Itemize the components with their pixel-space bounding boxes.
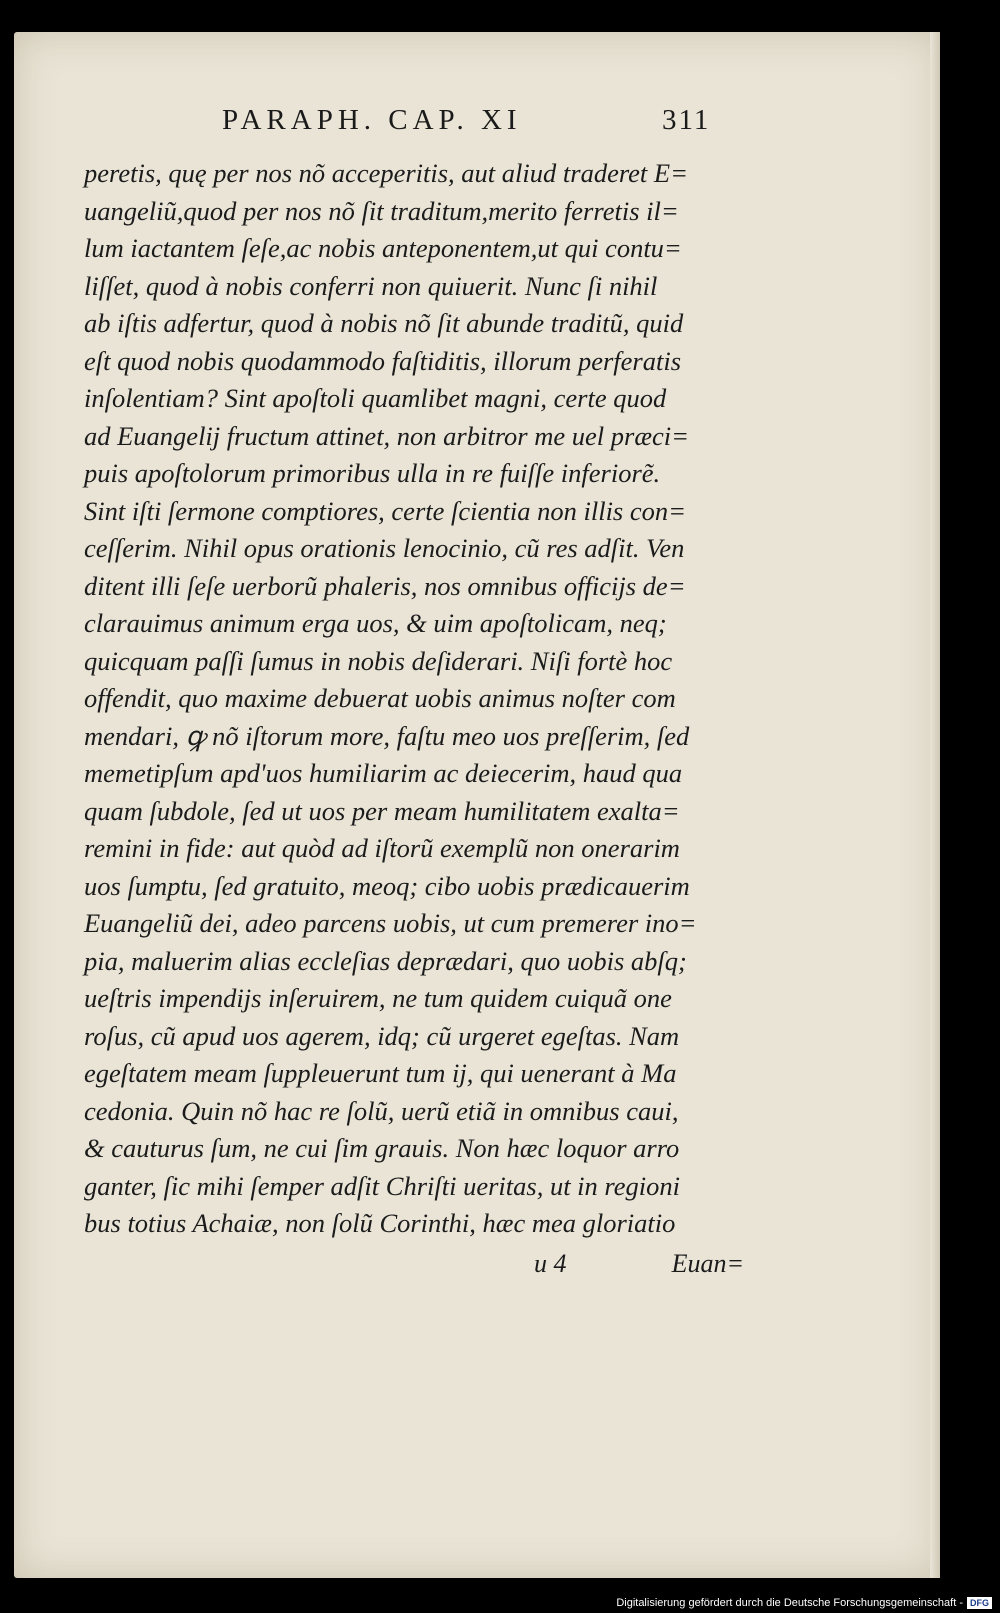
text-line: roſus, cũ apud uos agerem, idq; cũ urgeret egeſtas. Nam (84, 1020, 680, 1051)
text-line: puis apoſtolorum primoribus ulla in re fuiſſe inferiorẽ. (84, 458, 661, 488)
text-line: bus totius Achaiæ, non ſolũ Corinthi, hæc mea gloriatio (84, 1208, 676, 1238)
text-line: inſolentiam? Sint apoſtoli quamlibet magni, certe quod (84, 383, 667, 413)
text-line: & cauturus ſum, ne cui ſim grauis. Non hæc loquor arro (84, 1133, 680, 1163)
credit-text: Digitalisierung gefördert durch die Deutsche Forschungsgemeinschaft - (616, 1597, 963, 1609)
text-line: liſſet, quod à nobis conferri non quiuerit. Nunc ſi nihil (84, 270, 658, 301)
digitization-credit (616, 1597, 992, 1609)
text-line: quicquam paſſi ſumus in nobis deſiderari. Niſi fortè hoc (84, 645, 673, 676)
text-line: offendit, quo maxime debuerat uobis animus noſter com (84, 683, 676, 713)
page-number: 311 (662, 104, 711, 136)
text-line: pia, maluerim alias eccleſias deprædari, quo uobis abſq; (84, 945, 687, 976)
text-line: peretis, quę per nos nõ acceperitis, aut aliud traderet E= (84, 158, 688, 188)
book-page (14, 32, 940, 1578)
text-line: egeſtatem meam ſuppleuerunt tum ij, qui uenerant à Ma (84, 1058, 677, 1088)
text-line: uangeliũ,quod per nos nõ ſit traditum,merito ferretis il= (84, 195, 679, 226)
text-line: memetipſum apd'uos humiliarim ac deiecerim, haud qua (84, 758, 683, 788)
running-head: PARAPH. CAP. XI (222, 104, 522, 136)
text-line: ganter, ſic mihi ſemper adſit Chriſti ueritas, ut in regioni (84, 1170, 680, 1201)
text-line: ad Euangelij fructum attinet, non arbitror me uel præci= (84, 420, 690, 451)
text-line: lum iactantem ſeſe,ac nobis anteponentem,ut qui contu= (84, 233, 682, 263)
page-edge (930, 32, 940, 1578)
text-line: mendari, ꝙ nõ iſtorum more, faſtu meo uos preſſerim, ſed (84, 720, 690, 751)
text-line: ueſtris impendijs inſeruirem, ne tum quidem cuiquã one (84, 983, 672, 1013)
text-line: clarauimus animum erga uos, & uim apoſtolicam, neq; (84, 608, 667, 638)
text-line: ceſſerim. Nihil opus orationis lenocinio, cũ res adſit. Ven (84, 533, 685, 563)
text-line: cedonia. Quin nõ hac re ſolũ, uerũ etiã in omnibus caui, (84, 1095, 679, 1126)
text-line: eſt quod nobis quodammodo faſtiditis, illorum perferatis (84, 345, 682, 376)
signature-mark: u 4 (534, 1249, 567, 1278)
text-line: Sint iſti ſermone comptiores, certe ſcientia non illis con= (84, 495, 687, 526)
catchword: Euan= (671, 1249, 744, 1278)
text-block (84, 155, 764, 1243)
catchline (534, 1249, 744, 1279)
text-line: uos ſumptu, ſed gratuito, meoq; cibo uobis prædicauerim (84, 870, 690, 901)
text-line: ab iſtis adfertur, quod à nobis nõ ſit abunde traditũ, quid (84, 308, 684, 338)
text-line: ditent illi ſeſe uerborũ phaleris, nos omnibus officijs de= (84, 570, 686, 601)
dfg-logo-icon: DFG (967, 1597, 992, 1609)
text-line: quam ſubdole, ſed ut uos per meam humilitatem exalta= (84, 795, 680, 826)
text-line: Euangeliũ dei, adeo parcens uobis, ut cum premerer ino= (84, 908, 697, 938)
text-line: remini in fide: aut quòd ad iſtorũ exemplũ non onerarim (84, 833, 680, 863)
